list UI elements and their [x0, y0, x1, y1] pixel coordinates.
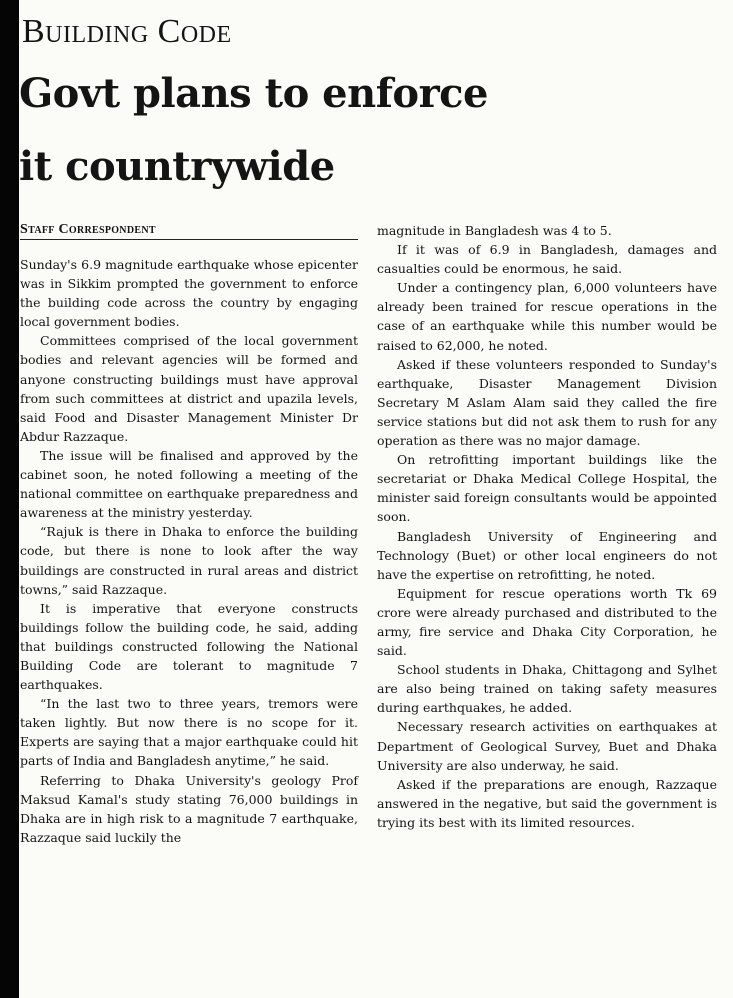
byline: Staff Correspondent	[20, 220, 358, 240]
section-kicker: Building Code	[22, 13, 232, 50]
paragraph: Sunday's 6.9 magnitude earthquake whose epicenter was in Sikkim prompted the government to enforce the building code across the country by engaging local government bodies.	[20, 257, 358, 330]
paragraph: If it was of 6.9 in Bangladesh, damages and casualties could be enormous, he said.	[377, 242, 717, 277]
column-1	[20, 220, 358, 847]
paragraph: Referring to Dhaka University's geology Prof Maksud Kamal's study stating 76,000 buildings in Dhaka are in high risk to a magnitude 7 earthquake, Razzaque said luckily the	[20, 772, 358, 845]
paragraph: On retrofitting important buildings like the secretariat or Dhaka Medical College Hospital, the minister said foreign consultants would be appointed soon.	[377, 452, 717, 525]
paragraph: Bangladesh University of Engineering and Technology (Buet) or other local engineers do not have the expertise on retrofitting, he noted.	[377, 528, 717, 582]
news-clipping	[19, 0, 733, 998]
paragraph: “In the last two to three years, tremors were taken lightly. But now there is no scope for it. Experts are saying that a major earthquake could hit parts of India and Bangladesh anytime,” he said.	[20, 696, 358, 769]
headline-line-2: it countrywide	[19, 143, 335, 190]
paragraph: Necessary research activities on earthquakes at Department of Geological Survey, Buet and Dhaka University are also underway, he said.	[377, 719, 717, 773]
paragraph: It is imperative that everyone constructs buildings follow the building code, he said, adding that buildings constructed following the National Building Code are tolerant to magnitude 7 earthquakes.	[20, 600, 358, 693]
headline-line-1: Govt plans to enforce	[19, 70, 488, 117]
headline	[19, 57, 733, 203]
paragraph: Committees comprised of the local government bodies and relevant agencies will be formed and anyone constructing buildings must have approval from such committees at district and upazila levels, said Food and Disaster Management Minister Dr Abdur Razzaque.	[20, 333, 358, 444]
column-2	[377, 221, 717, 832]
scan-edge	[0, 0, 19, 998]
paragraph: Asked if these volunteers responded to Sunday's earthquake, Disaster Management Division Secretary M Aslam Alam said they called the fire service stations but did not ask them to rush for any operation as there was no major damage.	[377, 356, 717, 449]
paragraph: “Rajuk is there in Dhaka to enforce the building code, but there is none to look after the way buildings are constructed in rural areas and district towns,” said Razzaque.	[20, 524, 358, 597]
paragraph: The issue will be finalised and approved by the cabinet soon, he noted following a meeting of the national committee on earthquake preparedness and awareness at the ministry yesterday.	[20, 447, 358, 521]
paragraph: Asked if the preparations are enough, Razzaque answered in the negative, but said the government is trying its best with its limited resources.	[377, 776, 717, 830]
paragraph: Under a contingency plan, 6,000 volunteers have already been trained for rescue operations in the case of an earthquake while this number would be raised to 62,000, he noted.	[377, 280, 717, 353]
paragraph-continued: magnitude in Bangladesh was 4 to 5.	[377, 223, 612, 238]
paragraph: Equipment for rescue operations worth Tk 69 crore were already purchased and distributed to the army, fire service and Dhaka City Corporation, he said.	[377, 585, 717, 659]
paragraph: School students in Dhaka, Chittagong and Sylhet are also being trained on taking safety measures during earthquakes, he added.	[377, 662, 717, 716]
